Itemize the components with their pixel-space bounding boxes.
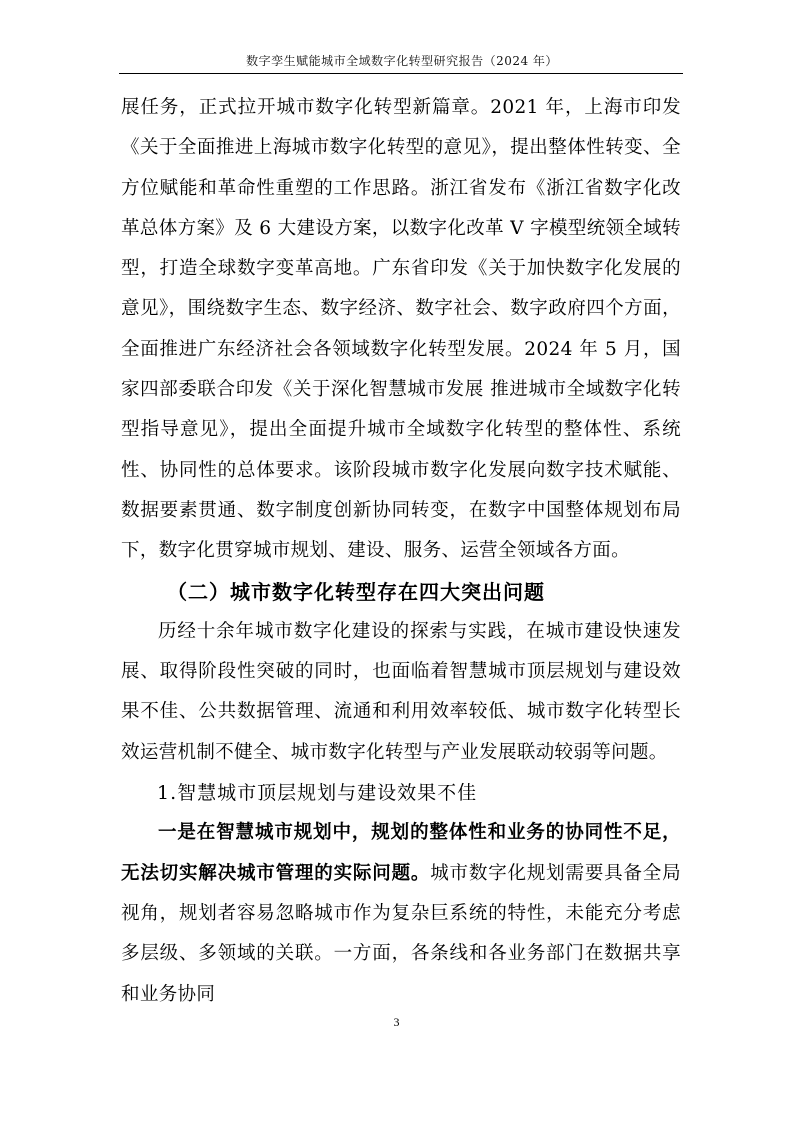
- paragraph-text: 城市数字化规划需要具备全局视角，规划者容易忽略城市作为复杂巨系统的特性，未能充分考虑多层级、多领域的关联。一方面，各条线和各业务部门在数据共享和业务协同: [121, 862, 681, 1005]
- subsection-heading: 1.智慧城市顶层规划与建设效果不佳: [157, 782, 478, 805]
- paragraph: [121, 813, 681, 1014]
- page-number: 3: [393, 1015, 400, 1029]
- paragraph: 展任务，正式拉开城市数字化转型新篇章。2021 年，上海市印发《关于全面推进上海城市数字化转型的意见》，提出整体性转变、全方位赋能和革命性重塑的工作思路。浙江省发布《浙江省数字化改革总体方案》及 6 大建设方案，以数字化改革 V 字模型统领全域转型，打造全球数字变革高地。广东省印发《关于加快数字化发展的意见》，围绕数字生态、数字经济、数字社会、数字政府四个方面，全面推进广东经济社会各领域数字化转型发展。2024 年 5 月，国家四部委联合印发《关于深化智慧城市发展 推进城市全域数字化转型指导意见》，提出全面提升城市全域数字化转型的整体性、系统性、协同性的总体要求。该阶段城市数字化发展向数字技术赋能、数据要素贯通、数字制度创新协同转变，在数字中国整体规划布局下，数字化贯穿城市规划、建设、服务、运营全领域各方面。: [121, 97, 681, 562]
- bold-lead-sentence: 一是在智慧城市规划中，规划的整体性和业务的协同性不足，无法切实解决城市管理的实际问题。: [121, 822, 681, 884]
- section-heading: （二）城市数字化转型存在四大突出问题: [167, 579, 545, 604]
- header-rule: [119, 73, 683, 74]
- body-text: [121, 88, 681, 1015]
- running-header: 数字孪生赋能城市全域数字化转型研究报告（2024 年）: [246, 54, 558, 68]
- paragraph: 历经十余年城市数字化建设的探索与实践，在城市建设快速发展、取得阶段性突破的同时，也面临着智慧城市顶层规划与建设效果不佳、公共数据管理、流通和利用效率较低、城市数字化转型长效运营机制不健全、城市数字化转型与产业发展联动较弱等问题。: [121, 620, 681, 763]
